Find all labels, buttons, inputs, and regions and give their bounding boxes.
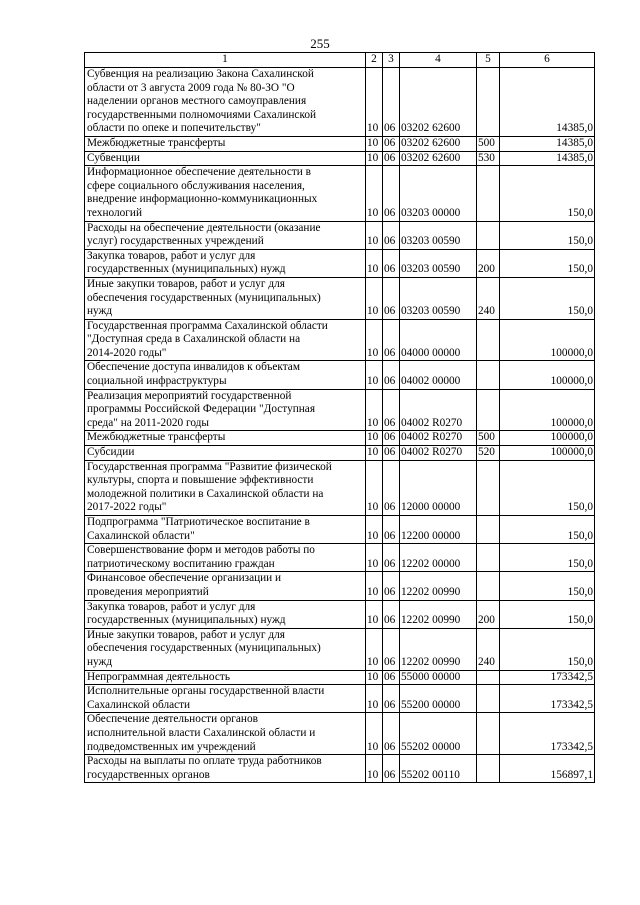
amount-value: 14385,0 [500, 151, 595, 166]
amount-value: 150,0 [500, 572, 595, 600]
row-name-line: Непрограммная деятельность [87, 670, 230, 683]
row-name-line: 2014-2020 годы" [87, 346, 167, 359]
row-name [85, 685, 366, 713]
subsection-code: 06 [383, 68, 400, 137]
row-name-line: Информационное обеспечение деятельности в [87, 166, 311, 179]
row-name [85, 446, 366, 461]
table-row [85, 544, 595, 572]
target-article-code: 04002 R0270 [400, 446, 477, 461]
row-name-line: Закупка товаров, работ и услуг для [87, 600, 256, 613]
subsection-code: 06 [383, 713, 400, 755]
expense-type-code [477, 544, 500, 572]
row-name-line: области по опеке и попечительству" [87, 122, 261, 135]
subsection-code: 06 [383, 670, 400, 685]
row-name-line: социальной инфраструктуры [87, 375, 227, 388]
expense-type-code [477, 572, 500, 600]
subsection-code: 06 [383, 389, 400, 431]
subsection-code: 06 [383, 516, 400, 544]
row-name-line: нужд [87, 655, 113, 668]
column-header: 6 [500, 53, 595, 68]
row-name-line: Субвенция на реализацию Закона Сахалинской [87, 68, 314, 80]
subsection-code: 06 [383, 151, 400, 166]
expense-type-code [477, 166, 500, 221]
row-name [85, 221, 366, 249]
amount-value: 14385,0 [500, 68, 595, 137]
row-name-line: Иные закупки товаров, работ и услуг для [87, 277, 285, 290]
row-name-line: культуры, спорта и повышение эффективности [87, 474, 314, 487]
row-name-line: Государственная программа Сахалинской области [87, 319, 328, 332]
target-article-code: 12202 00990 [400, 600, 477, 628]
subsection-code: 06 [383, 361, 400, 389]
row-name-line: Сахалинской области [87, 698, 191, 711]
table-row [85, 136, 595, 151]
row-name [85, 460, 366, 515]
row-name-line: Закупка товаров, работ и услуг для [87, 249, 256, 262]
section-code: 10 [366, 460, 383, 515]
target-article-code: 55000 00000 [400, 670, 477, 685]
row-name-line: технологий [87, 206, 143, 219]
table-row [85, 151, 595, 166]
row-name [85, 713, 366, 755]
table-row [85, 670, 595, 685]
section-code: 10 [366, 221, 383, 249]
budget-table [84, 52, 595, 783]
subsection-code: 06 [383, 136, 400, 151]
amount-value: 150,0 [500, 628, 595, 670]
subsection-code: 06 [383, 544, 400, 572]
row-name-line: обеспечения государственных (муниципальных) [87, 642, 321, 655]
target-article-code: 04000 00000 [400, 319, 477, 361]
row-name-line: услуг) государственных учреждений [87, 235, 264, 248]
target-article-code: 12202 00990 [400, 572, 477, 600]
row-name-line: Сахалинской области" [87, 529, 195, 542]
row-name-line: наделении органов местного самоуправления [87, 95, 307, 108]
amount-value: 100000,0 [500, 319, 595, 361]
row-name-line: сфере социального обслуживания населения, [87, 179, 305, 192]
expense-type-code: 500 [477, 136, 500, 151]
expense-type-code: 500 [477, 431, 500, 446]
expense-type-code [477, 460, 500, 515]
section-code: 10 [366, 600, 383, 628]
expense-type-code [477, 713, 500, 755]
expense-type-code [477, 670, 500, 685]
amount-value: 100000,0 [500, 389, 595, 431]
table-row [85, 572, 595, 600]
expense-type-code: 200 [477, 249, 500, 277]
row-name-line: Обеспечение деятельности органов [87, 713, 258, 726]
row-name-line: Обеспечение доступа инвалидов к объектам [87, 361, 300, 374]
target-article-code: 55200 00000 [400, 685, 477, 713]
row-name-line: нужд [87, 305, 113, 318]
target-article-code: 55202 00110 [400, 755, 477, 783]
table-row [85, 685, 595, 713]
subsection-code: 06 [383, 431, 400, 446]
row-name [85, 670, 366, 685]
expense-type-code: 520 [477, 446, 500, 461]
row-name [85, 389, 366, 431]
target-article-code: 04002 R0270 [400, 389, 477, 431]
expense-type-code [477, 319, 500, 361]
section-code: 10 [366, 136, 383, 151]
row-name-line: внедрение информационно-коммуникационных [87, 193, 318, 206]
target-article-code: 03202 62600 [400, 68, 477, 137]
row-name-line: "Доступная среда в Сахалинской области на [87, 333, 301, 346]
subsection-code: 06 [383, 166, 400, 221]
table-row [85, 460, 595, 515]
table-row [85, 361, 595, 389]
amount-value: 100000,0 [500, 431, 595, 446]
subsection-code: 06 [383, 221, 400, 249]
subsection-code: 06 [383, 446, 400, 461]
row-name-line: 2017-2022 годы" [87, 501, 167, 514]
subsection-code: 06 [383, 460, 400, 515]
row-name [85, 544, 366, 572]
column-header: 5 [477, 53, 500, 68]
row-name [85, 361, 366, 389]
section-code: 10 [366, 431, 383, 446]
section-code: 10 [366, 516, 383, 544]
target-article-code: 03202 62600 [400, 136, 477, 151]
subsection-code: 06 [383, 685, 400, 713]
row-name-line: государственных (муниципальных) нужд [87, 263, 286, 276]
row-name [85, 249, 366, 277]
amount-value: 150,0 [500, 460, 595, 515]
section-code: 10 [366, 446, 383, 461]
column-header: 3 [383, 53, 400, 68]
section-code: 10 [366, 68, 383, 137]
row-name-line: Государственная программа "Развитие физической [87, 460, 332, 473]
amount-value: 150,0 [500, 277, 595, 319]
row-name [85, 319, 366, 361]
row-name [85, 755, 366, 783]
amount-value: 100000,0 [500, 446, 595, 461]
expense-type-code: 200 [477, 600, 500, 628]
expense-type-code: 240 [477, 628, 500, 670]
expense-type-code [477, 516, 500, 544]
expense-type-code [477, 755, 500, 783]
row-name-line: Расходы на выплаты по оплате труда работников [87, 755, 322, 768]
table-row [85, 713, 595, 755]
amount-value: 150,0 [500, 516, 595, 544]
table-row [85, 68, 595, 137]
section-code: 10 [366, 277, 383, 319]
row-name-line: Исполнительные органы государственной власти [87, 685, 325, 698]
expense-type-code [477, 389, 500, 431]
row-name-line: Совершенствование форм и методов работы по [87, 544, 315, 557]
row-name-line: программы Российской Федерации "Доступная [87, 403, 316, 416]
row-name-line: патриотическому воспитанию граждан [87, 557, 275, 570]
row-name-line: проведения мероприятий [87, 585, 209, 598]
section-code: 10 [366, 755, 383, 783]
row-name-line: исполнительной власти Сахалинской области и [87, 726, 316, 739]
table-row [85, 389, 595, 431]
target-article-code: 55202 00000 [400, 713, 477, 755]
column-header: 1 [85, 53, 366, 68]
row-name-line: обеспечения государственных (муниципальных) [87, 291, 321, 304]
amount-value: 150,0 [500, 166, 595, 221]
table-row [85, 319, 595, 361]
amount-value: 156897,1 [500, 755, 595, 783]
expense-type-code [477, 685, 500, 713]
row-name-line: среда" на 2011-2020 годы [87, 416, 209, 429]
row-name-line: государственных органов [87, 768, 210, 781]
section-code: 10 [366, 319, 383, 361]
amount-value: 173342,5 [500, 713, 595, 755]
amount-value: 100000,0 [500, 361, 595, 389]
table-header-row [85, 53, 595, 68]
target-article-code: 03203 00590 [400, 221, 477, 249]
table-row [85, 249, 595, 277]
target-article-code: 03203 00590 [400, 277, 477, 319]
target-article-code: 12202 00990 [400, 628, 477, 670]
table-row [85, 166, 595, 221]
target-article-code: 12200 00000 [400, 516, 477, 544]
amount-value: 173342,5 [500, 685, 595, 713]
target-article-code: 03203 00000 [400, 166, 477, 221]
expense-type-code [477, 68, 500, 137]
row-name [85, 628, 366, 670]
column-header: 2 [366, 53, 383, 68]
target-article-code: 12202 00000 [400, 544, 477, 572]
row-name [85, 516, 366, 544]
row-name [85, 277, 366, 319]
table-row [85, 600, 595, 628]
amount-value: 150,0 [500, 600, 595, 628]
table-row [85, 446, 595, 461]
amount-value: 150,0 [500, 249, 595, 277]
table-row [85, 221, 595, 249]
section-code: 10 [366, 713, 383, 755]
row-name-line: молодежной политики в Сахалинской области на [87, 487, 324, 500]
row-name [85, 600, 366, 628]
section-code: 10 [366, 544, 383, 572]
subsection-code: 06 [383, 755, 400, 783]
subsection-code: 06 [383, 628, 400, 670]
section-code: 10 [366, 166, 383, 221]
section-code: 10 [366, 685, 383, 713]
target-article-code: 03203 00590 [400, 249, 477, 277]
expense-type-code: 530 [477, 151, 500, 166]
amount-value: 150,0 [500, 544, 595, 572]
table-row [85, 628, 595, 670]
column-header: 4 [400, 53, 477, 68]
table-row [85, 516, 595, 544]
page-number: 255 [310, 36, 330, 51]
subsection-code: 06 [383, 249, 400, 277]
row-name-line: Межбюджетные трансферты [87, 431, 226, 444]
row-name-line: области от 3 августа 2009 года № 80-ЗО "О [87, 81, 295, 94]
section-code: 10 [366, 628, 383, 670]
section-code: 10 [366, 361, 383, 389]
subsection-code: 06 [383, 319, 400, 361]
subsection-code: 06 [383, 277, 400, 319]
row-name [85, 572, 366, 600]
expense-type-code [477, 361, 500, 389]
subsection-code: 06 [383, 572, 400, 600]
subsection-code: 06 [383, 600, 400, 628]
target-article-code: 04002 00000 [400, 361, 477, 389]
table-row [85, 431, 595, 446]
row-name [85, 431, 366, 446]
row-name-line: Финансовое обеспечение организации и [87, 572, 282, 585]
section-code: 10 [366, 572, 383, 600]
table-row [85, 755, 595, 783]
table-row [85, 277, 595, 319]
row-name-line: Субвенции [87, 151, 140, 164]
row-name-line: Иные закупки товаров, работ и услуг для [87, 628, 285, 641]
section-code: 10 [366, 670, 383, 685]
section-code: 10 [366, 151, 383, 166]
section-code: 10 [366, 389, 383, 431]
expense-type-code: 240 [477, 277, 500, 319]
row-name-line: государственных (муниципальных) нужд [87, 614, 286, 627]
row-name-line: Межбюджетные трансферты [87, 136, 226, 149]
row-name [85, 68, 366, 137]
row-name-line: Реализация мероприятий государственной [87, 389, 292, 402]
target-article-code: 12000 00000 [400, 460, 477, 515]
row-name-line: Субсидии [87, 446, 135, 459]
expense-type-code [477, 221, 500, 249]
section-code: 10 [366, 249, 383, 277]
row-name-line: подведомственных им учреждений [87, 740, 256, 753]
amount-value: 14385,0 [500, 136, 595, 151]
row-name [85, 136, 366, 151]
row-name-line: государственными полномочиями Сахалинской [87, 108, 317, 121]
amount-value: 150,0 [500, 221, 595, 249]
target-article-code: 03202 62600 [400, 151, 477, 166]
row-name [85, 151, 366, 166]
target-article-code: 04002 R0270 [400, 431, 477, 446]
amount-value: 173342,5 [500, 670, 595, 685]
row-name-line: Расходы на обеспечение деятельности (оказание [87, 221, 321, 234]
row-name-line: Подпрограмма "Патриотическое воспитание в [87, 516, 310, 528]
row-name [85, 166, 366, 221]
